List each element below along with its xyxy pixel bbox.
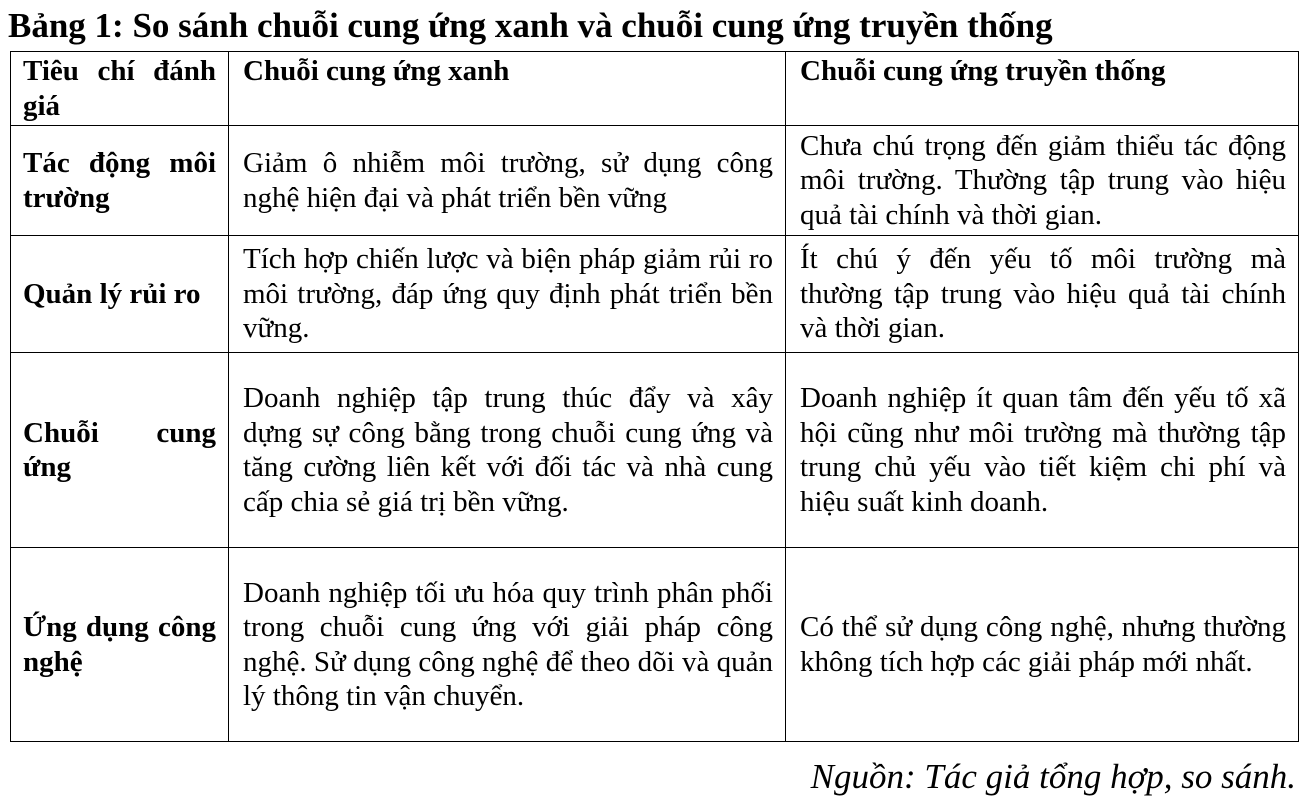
table-row <box>11 236 1299 353</box>
comparison-table <box>10 51 1299 742</box>
table-row <box>11 548 1299 742</box>
row-green-cell: Giảm ô nhiễm môi trường, sử dụng công nghệ hiện đại và phát triển bền vững <box>229 126 786 236</box>
header-traditional-supply-chain: Chuỗi cung ứng truyền thống <box>786 52 1299 126</box>
table-row <box>11 126 1299 236</box>
row-criteria: Ứng dụng công nghệ <box>11 548 229 742</box>
source-note: Nguồn: Tác giả tổng hợp, so sánh. <box>810 757 1296 796</box>
row-green-cell: Doanh nghiệp tối ưu hóa quy trình phân phối trong chuỗi cung ứng với giải pháp công nghệ. Sử dụng công nghệ để theo dõi và quản lý thông tin vận chuyển. <box>229 548 786 742</box>
header-green-supply-chain: Chuỗi cung ứng xanh <box>229 52 786 126</box>
row-criteria: Quản lý rủi ro <box>11 236 229 353</box>
row-traditional-cell: Doanh nghiệp ít quan tâm đến yếu tố xã hội cũng như môi trường mà thường tập trung chủ yếu vào tiết kiệm chi phí và hiệu suất kinh doanh. <box>786 353 1299 548</box>
table-header-row <box>11 52 1299 126</box>
row-green-cell: Doanh nghiệp tập trung thúc đẩy và xây dựng sự công bằng trong chuỗi cung ứng và tăng cường liên kết với đối tác và nhà cung cấp chia sẻ giá trị bền vững. <box>229 353 786 548</box>
row-traditional-cell: Có thể sử dụng công nghệ, nhưng thường không tích hợp các giải pháp mới nhất. <box>786 548 1299 742</box>
row-traditional-cell: Ít chú ý đến yếu tố môi trường mà thường tập trung vào hiệu quả tài chính và thời gian. <box>786 236 1299 353</box>
row-green-cell: Tích hợp chiến lược và biện pháp giảm rủi ro môi trường, đáp ứng quy định phát triển bền vững. <box>229 236 786 353</box>
header-criteria: Tiêu chí đánh giá <box>11 52 229 126</box>
row-traditional-cell: Chưa chú trọng đến giảm thiểu tác động môi trường. Thường tập trung vào hiệu quả tài chính và thời gian. <box>786 126 1299 236</box>
table-title: Bảng 1: So sánh chuỗi cung ứng xanh và chuỗi cung ứng truyền thống <box>8 6 1053 45</box>
table-row <box>11 353 1299 548</box>
row-criteria: Chuỗi cung ứng <box>11 353 229 548</box>
row-criteria: Tác động môi trường <box>11 126 229 236</box>
